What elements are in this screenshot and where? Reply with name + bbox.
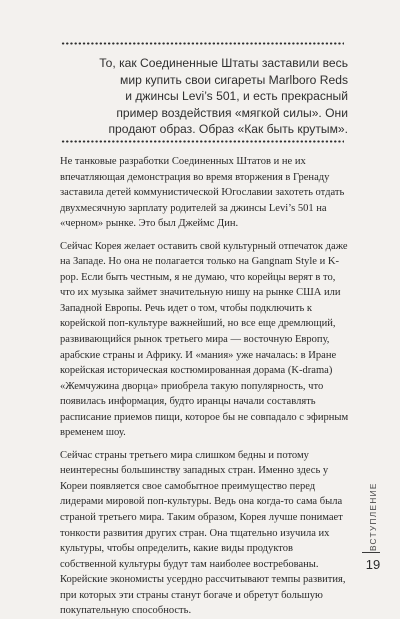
chapter-label: ВСТУПЛЕНИЕ (368, 482, 378, 551)
page-number: 19 (365, 557, 381, 572)
paragraph: Сейчас Корея желает оставить свой культурный отпечаток даже на Западе. Но она не полагается только на Gangnam Style и K-pop. Если быть честным, я не думаю, что корейцы верят в то, что их музыка займет значительную нишу на рынке США или Западной Европы. Речь идет о том, чтобы подключить к корейской поп-культуре важнейший, но все еще дремлющий, развивающийся рынок третьего мира — восточную Европу, арабские страны и Африку. И «мания» уже началась: в Иране корейская историческая костюмированная дорама (K-drama) «Жемчужина дворца» приобрела такую популярность, что появилась информация, будто иранцы начали составлять расписание приемов пищи, которое бы не совпадало с эфирным временем шоу. (60, 240, 349, 439)
pull-quote-line: То, как Соединенные Штаты заставили весь (99, 56, 348, 70)
paragraph: Сейчас страны третьего мира слишком бедны и потому неинтересны большинству западных стран. Именно здесь у Кореи появляется свое самобытное преимущество перед лидерами мировой поп-культуры. Ведь она когда-то сама была страной третьего мира. Таким образом, Корея лучше понимает тонкости развития других стран. Она тщательно изучила их культуры, чтобы определить, какие виды продуктов собственной культуры будут там наиболее востребованы. Корейские экономисты усердно рассчитывают темпы развития, при которых эти страны станут богаче и обретут большую покупательную способность. (60, 449, 346, 617)
body-text (60, 154, 350, 619)
dotted-rule-bottom (61, 140, 344, 143)
pull-quote-line: продают образ. Образ «Как быть крутым». (108, 122, 348, 137)
pull-quote-line: и джинсы Levi’s 501, и есть прекрасный (125, 89, 348, 104)
pull-quote (60, 55, 348, 138)
pull-quote-line: пример воздействия «мягкой силы». Они (116, 105, 348, 120)
pull-quote-line: мир купить свои сигареты Marlboro Reds (120, 72, 348, 87)
paragraph: Не танковые разработки Соединенных Штатов и не их впечатляющая демонстрация во время вторжения в Гренаду заставила детей коммунистической Югославии захотеть отдать двухмесячную зарплату родителей за джинсы Levi’s 501 на «черном» рынке. Это был Джеймс Дин. (60, 156, 345, 230)
dotted-rule-top (61, 42, 344, 45)
page-number-divider (362, 552, 380, 553)
